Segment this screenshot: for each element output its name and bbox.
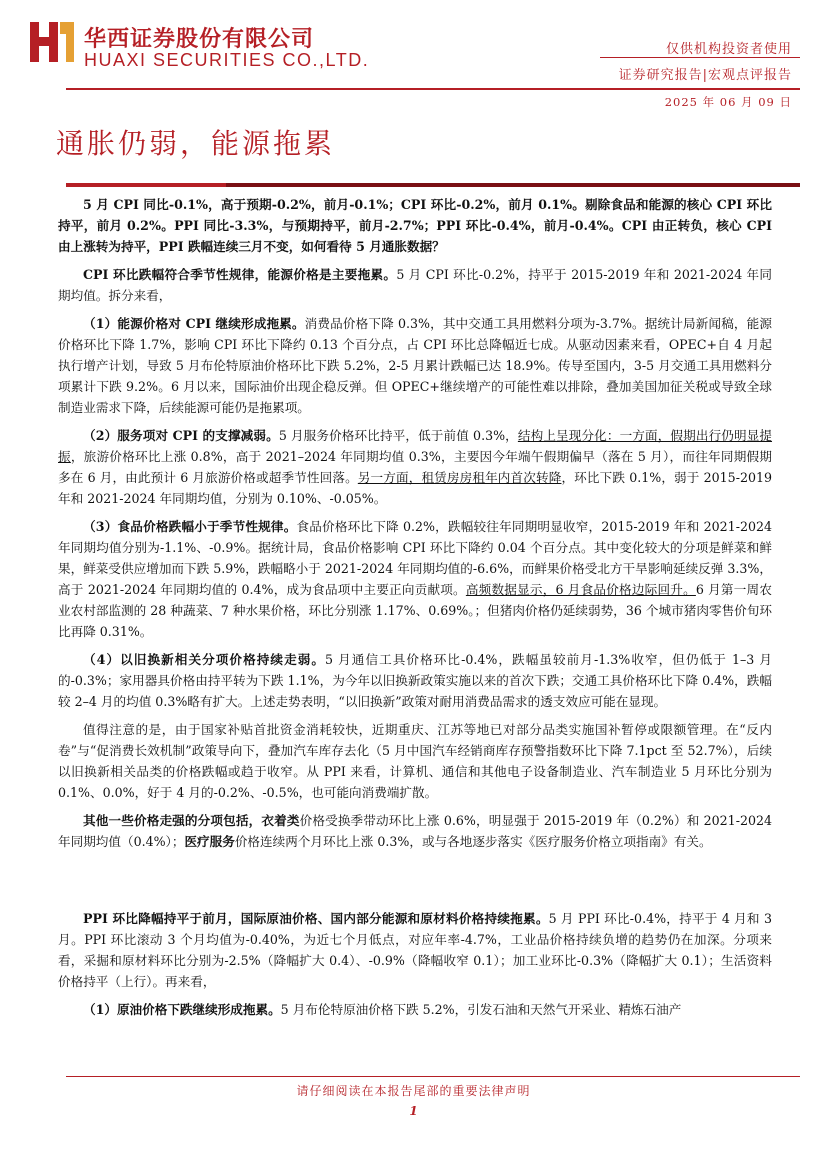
underlined-text: 结构上呈现分化：一方面，假期出行仍明显提振 (58, 428, 773, 464)
paragraph-text: 食品价格环比下降 0.2%，跌幅较往年同期明显收窄，2015-2019 年和 2021-2024 年同期均值分别为-1.1%、-0.9%。据统计局，食品价格影响 CPI 环比下降约 0.04 个百分点。其中变化较大的分项是鲜菜和鲜果，鲜菜受供应增加而下跌 5.9%，跌幅略小于 2021-2024 年同期均值的-6.6%，而鲜果价格受北方干旱影响延续反弹 3.3%，高于 2021-2024 年同期均值的 0.4%，成为食品项中主要正向贡献项。 (58, 519, 773, 597)
footer-divider (66, 1076, 800, 1077)
paragraph-oil (58, 999, 772, 1020)
paragraph-trade-in (58, 649, 772, 712)
report-body (58, 194, 772, 1020)
paragraph-lead: （1）原油价格下跌继续形成拖累。 (83, 1002, 281, 1017)
legal-disclaimer-note: 请仔细阅读在本报告尾部的重要法律声明 (296, 1084, 531, 1098)
paragraph-text: 5 月服务价格环比持平，低于前值 0.3%， (278, 428, 518, 443)
paragraph-text: 价格受换季带动环比上涨 0.6%，明显强于 2015-2019 年（0.2%）和 2021-2024 年同期均值（0.4%）； (58, 813, 772, 849)
report-date: 2025 年 06 月 09 日 (664, 95, 792, 109)
paragraph-lead: 医疗服务 (184, 834, 235, 849)
page-title: 通胀仍弱，能源拖累 (56, 127, 336, 160)
paragraph-subsidy: 值得注意的是，由于国家补贴首批资金消耗较快，近期重庆、江苏等地已对部分品类实施国补暂停或限额管理。在“反内卷”与“促消费长效机制”政策导向下，叠加汽车库存去化（5 月中国汽车经销商库存预警指数环比下降 7.1pct 至 52.7%），后续以旧换新相关品类的价格跌幅或趋于收窄。从 PPI 来看，计算机、通信和其他电子设备制造业、汽车制造业 5 月环比分别为 0.1%、0.0%，好于 4 月的-0.2%、-0.5%，也可能向消费端扩散。 (58, 722, 772, 800)
brand-name-cn: 华西证券股份有限公司 (84, 27, 315, 52)
paragraph-ppi (58, 908, 772, 992)
paragraph-lead: （4）以旧换新相关分项价格持续走弱。 (83, 652, 326, 667)
summary-paragraph: 5 月 CPI 同比-0.1%，高于预期-0.2%，前月-0.1%；CPI 环比-0.2%，前月 0.1%。剔除食品和能源的核心 CPI 环比持平，前月 0.2%。PPI 同比-3.3%，与预期持平，前月-2.7%；PPI 环比-0.4%，前月-0.4%。CPI 由正转负，核心 CPI 由上涨转为持平，PPI 跌幅连续三月不变，如何看待 5 月通胀数据？ (58, 197, 772, 254)
paragraph-lead: PPI 环比降幅持平于前月，国际原油价格、国内部分能源和原材料价格持续拖累。 (83, 911, 549, 926)
paragraph-lead: CPI 环比跌幅符合季节性规律，能源价格是主要拖累。 (83, 267, 397, 282)
paragraph-lead: 其他一些价格走强的分项包括，衣着类 (83, 813, 300, 828)
underlined-text: 另一方面，租赁房房租年内首次转降 (357, 470, 562, 485)
paragraph-cpi-overview (58, 264, 772, 306)
header-divider-top (600, 57, 800, 58)
paragraph-text: 消费品价格下降 0.3%，其中交通工具用燃料分项为-3.7%。据统计局新闻稿，能源价格环比下降 1.7%，影响 CPI 环比下降约 0.13 个百分点，占 CPI 环比总降幅近七成。从驱动因素来看，OPEC+自 4 月起执行增产计划，导致 5 月布伦特原油价格环比下跌 5.2%，2-5 月累计跌幅已达 18.9%。传导至国内，3-5 月交通工具用燃料分项累计下跌 9.2%。6 月以来，国际油价出现企稳反弹。但 OPEC+继续增产的可能性难以排除，叠加美国加征关税或导致全球制造业需求下降，后续能源可能仍是拖累项。 (58, 316, 773, 415)
paragraph-text: 5 月通信工具价格环比-0.4%，跌幅虽较前月-1.3%收窄，但仍低于 1–3 月的-0.3%；家用器具价格由持平转为下跌 1.1%，为今年以旧换新政策实施以来的首次下跌；交通工具价格环比下降 0.4%，跌幅较 2–4 月的均值 0.3%略有扩大。上述走势表明，“以旧换新”政策对耐用消费品需求的透支效应可能在显现。 (58, 652, 772, 709)
paragraph-text: ，旅游价格环比上涨 0.8%，高于 2021–2024 年同期均值 0.3%，主要因今年端午假期偏早（落在 5 月），而往年同期假期多在 6 月，由此预计 6 月旅游价格或超季节性回落。 (58, 449, 772, 485)
report-category: 证券研究报告|宏观点评报告 (618, 68, 792, 83)
page-number: 1 (409, 1104, 418, 1118)
paragraph-text: 5 月布伦特原油价格下跌 5.2%，引发石油和天然气开采业、精炼石油产 (280, 1002, 682, 1017)
underlined-text: 高频数据显示，6 月食品价格边际回升。 (465, 582, 696, 597)
paragraph-food (58, 516, 772, 642)
paragraph-text: 5 月 PPI 环比-0.4%，持平于 4 月和 3 月。PPI 环比滚动 3 个月均值为-0.40%，为近七个月低点，对应年率-4.7%，工业品价格持续负增的趋势仍在加深。分项来看，采掘和原材料环比分别为-2.5%（降幅扩大 0.4）、-0.9%（降幅收窄 0.1）；加工业环比-0.3%（降幅扩大 0.1）；生活资料价格持平（上行）。再来看， (58, 911, 772, 989)
audience-note: 仅供机构投资者使用 (665, 42, 792, 57)
paragraph-text: 价格连续两个月环比上涨 0.3%，或与各地逐步落实《医疗服务价格立项指南》有关。 (234, 834, 712, 849)
paragraph-lead: （2）服务项对 CPI 的支撑减弱。 (83, 428, 279, 443)
paragraph-lead: （3）食品价格跌幅小于季节性规律。 (83, 519, 297, 534)
paragraph-text: ，环比下跌 0.1%，弱于 2015-2019 年和 2021-2024 年同期均值，分别为 0.10%、-0.05%。 (58, 470, 772, 506)
header-divider (66, 88, 800, 90)
paragraph-services (58, 425, 772, 509)
paragraph-other-items (58, 810, 772, 852)
title-divider (66, 183, 800, 187)
brand-name-en: HUAXI SECURITIES CO.,LTD. (84, 50, 370, 70)
paragraph-text: 5 月 CPI 环比-0.2%，持平于 2015-2019 年和 2021-2024 年同期均值。拆分来看， (58, 267, 772, 303)
huaxi-logo-icon (30, 20, 74, 64)
paragraph-text: 6 月第一周农业农村部监测的 28 种蔬菜、7 种水果价格，环比分别涨 1.17%、0.69%。；但猪肉价格仍延续弱势，36 个城市猪肉零售价旬环比再降 0.31%。 (58, 582, 772, 639)
paragraph-energy (58, 313, 772, 418)
paragraph-lead: （1）能源价格对 CPI 继续形成拖累。 (83, 316, 305, 331)
